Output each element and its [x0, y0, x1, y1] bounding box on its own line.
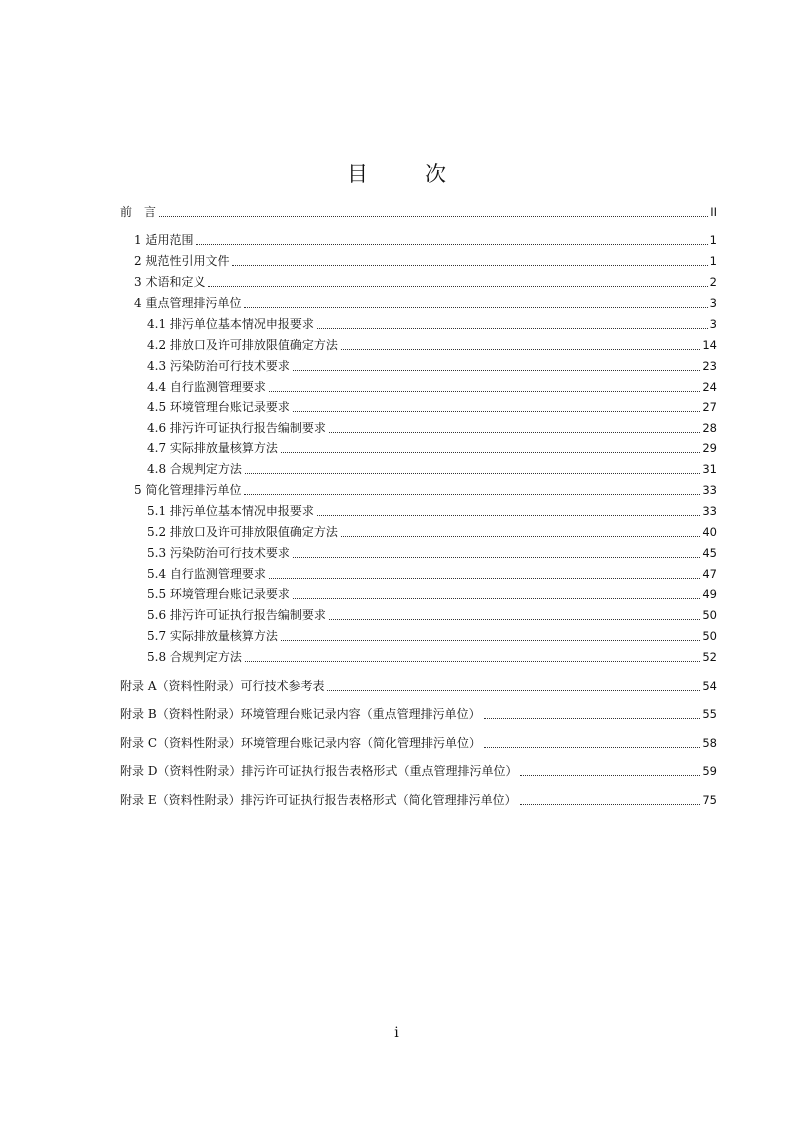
toc-entry-label: 附录 E（资料性附录）排污许可证执行报告表格形式（简化管理排污单位） — [120, 793, 517, 807]
leader-dots — [329, 607, 700, 623]
leader-dots — [245, 461, 700, 477]
toc-entry-page: 54 — [702, 679, 717, 693]
toc-entry-label: 附录 B（资料性附录）环境管理台账记录内容（重点管理排污单位） — [120, 707, 481, 721]
toc-entry-page: 50 — [702, 608, 717, 622]
toc-entry-page: 23 — [702, 359, 717, 373]
leader-dots — [244, 295, 707, 311]
toc-entry-appendix-d[interactable] — [0, 763, 793, 779]
toc-entry-page: 52 — [702, 650, 717, 664]
toc-entry-section-4-8[interactable] — [0, 461, 793, 477]
toc-entry-section-4-2[interactable] — [0, 337, 793, 353]
page-number: i — [394, 1025, 399, 1041]
toc-entry-section-5-8[interactable] — [0, 649, 793, 665]
toc-entry-label: 4 重点管理排污单位 — [134, 296, 242, 310]
leader-dots — [520, 763, 700, 779]
toc-entry-label: 附录 D（资料性附录）排污许可证执行报告表格形式（重点管理排污单位） — [120, 764, 518, 778]
toc-entry-page: 50 — [702, 629, 717, 643]
toc-entry-page: 33 — [702, 483, 717, 497]
toc-entry-label: 附录 A（资料性附录）可行技术参考表 — [120, 679, 325, 693]
toc-entry-page: 29 — [702, 441, 717, 455]
toc-entry-page: 59 — [702, 764, 717, 778]
toc-entry-section-4-7[interactable] — [0, 440, 793, 456]
toc-entry-section-5-4[interactable] — [0, 566, 793, 582]
toc-entry-page: 2 — [709, 275, 717, 289]
toc-entry-label: 1 适用范围 — [134, 233, 194, 247]
toc-entry-page: 40 — [702, 525, 717, 539]
toc-entry-label: 5.7 实际排放量核算方法 — [147, 629, 278, 643]
leader-dots — [245, 649, 700, 665]
toc-entry-section-4-1[interactable] — [0, 316, 793, 332]
toc-entry-section-4-6[interactable] — [0, 420, 793, 436]
toc-entry-page: 55 — [702, 707, 717, 721]
toc-entry-label: 5.1 排污单位基本情况申报要求 — [147, 504, 314, 518]
toc-entry-label: 4.3 污染防治可行技术要求 — [147, 359, 290, 373]
leader-dots — [327, 678, 700, 694]
toc-entry-foreword[interactable] — [0, 204, 793, 220]
toc-entry-page: 33 — [702, 504, 717, 518]
toc-entry-label: 4.6 排污许可证执行报告编制要求 — [147, 421, 326, 435]
toc-entry-label: 5.3 污染防治可行技术要求 — [147, 546, 290, 560]
toc-entry-label: 5.6 排污许可证执行报告编制要求 — [147, 608, 326, 622]
toc-entry-label: 3 术语和定义 — [134, 275, 206, 289]
toc-entry-page: 31 — [702, 462, 717, 476]
toc-entry-section-5-6[interactable] — [0, 607, 793, 623]
toc-entry-label: 5.2 排放口及许可排放限值确定方法 — [147, 525, 338, 539]
leader-dots — [208, 274, 707, 290]
toc-entry-chapter-5[interactable] — [0, 482, 793, 498]
toc-entry-appendix-a[interactable] — [0, 678, 793, 694]
leader-dots — [317, 503, 700, 519]
toc-entry-label: 4.4 自行监测管理要求 — [147, 380, 266, 394]
leader-dots — [484, 706, 701, 722]
leader-dots — [341, 524, 700, 540]
toc-entry-label: 4.7 实际排放量核算方法 — [147, 441, 278, 455]
toc-entry-label: 5.4 自行监测管理要求 — [147, 567, 266, 581]
leader-dots — [281, 440, 700, 456]
toc-entry-appendix-c[interactable] — [0, 735, 793, 751]
toc-entry-appendix-e[interactable] — [0, 792, 793, 808]
leader-dots — [159, 204, 708, 220]
toc-entry-label: 4.8 合规判定方法 — [147, 462, 242, 476]
toc-entry-page: 1 — [709, 254, 717, 268]
toc-entry-chapter-4[interactable] — [0, 295, 793, 311]
toc-entry-label: 4.1 排污单位基本情况申报要求 — [147, 317, 314, 331]
toc-entry-section-5-3[interactable] — [0, 545, 793, 561]
toc-entry-label: 2 规范性引用文件 — [134, 254, 230, 268]
toc-entry-label: 5 简化管理排污单位 — [134, 483, 242, 497]
toc-entry-chapter-2[interactable] — [0, 253, 793, 269]
toc-entry-page: 3 — [709, 317, 717, 331]
toc-entry-page: II — [710, 205, 717, 219]
leader-dots — [293, 358, 700, 374]
toc-entry-label: 4.2 排放口及许可排放限值确定方法 — [147, 338, 338, 352]
leader-dots — [293, 545, 700, 561]
toc-entry-label: 附录 C（资料性附录）环境管理台账记录内容（简化管理排污单位） — [120, 736, 481, 750]
toc-entry-page: 1 — [709, 233, 717, 247]
toc-entry-page: 45 — [702, 546, 717, 560]
leader-dots — [341, 337, 700, 353]
toc-entry-page: 75 — [702, 793, 717, 807]
toc-entry-page: 58 — [702, 736, 717, 750]
leader-dots — [232, 253, 707, 269]
leader-dots — [293, 399, 700, 415]
toc-entry-section-5-7[interactable] — [0, 628, 793, 644]
toc-entry-label: 前 言 — [120, 205, 157, 219]
toc-entry-chapter-3[interactable] — [0, 274, 793, 290]
leader-dots — [244, 482, 700, 498]
toc-entry-section-5-2[interactable] — [0, 524, 793, 540]
toc-entry-section-5-1[interactable] — [0, 503, 793, 519]
leader-dots — [281, 628, 700, 644]
toc-entry-page: 3 — [709, 296, 717, 310]
leader-dots — [269, 379, 700, 395]
toc-entry-section-4-5[interactable] — [0, 399, 793, 415]
leader-dots — [329, 420, 700, 436]
toc-entry-section-4-3[interactable] — [0, 358, 793, 374]
leader-dots — [293, 586, 700, 602]
leader-dots — [520, 792, 701, 808]
toc-entry-page: 49 — [702, 587, 717, 601]
toc-entry-page: 27 — [702, 400, 717, 414]
page-title: 目 次 — [347, 162, 464, 186]
leader-dots — [269, 566, 700, 582]
toc-entry-section-5-5[interactable] — [0, 586, 793, 602]
leader-dots — [196, 232, 707, 248]
toc-entry-page: 47 — [702, 567, 717, 581]
toc-entry-page: 28 — [702, 421, 717, 435]
toc-entry-chapter-1[interactable] — [0, 232, 793, 248]
toc-entry-section-4-4[interactable] — [0, 379, 793, 395]
leader-dots — [484, 735, 700, 751]
toc-entry-label: 5.5 环境管理台账记录要求 — [147, 587, 290, 601]
toc-entry-label: 5.8 合规判定方法 — [147, 650, 242, 664]
toc-entry-page: 24 — [702, 380, 717, 394]
leader-dots — [317, 316, 708, 332]
toc-entry-appendix-b[interactable] — [0, 706, 793, 722]
toc-entry-label: 4.5 环境管理台账记录要求 — [147, 400, 290, 414]
toc-entry-page: 14 — [702, 338, 717, 352]
